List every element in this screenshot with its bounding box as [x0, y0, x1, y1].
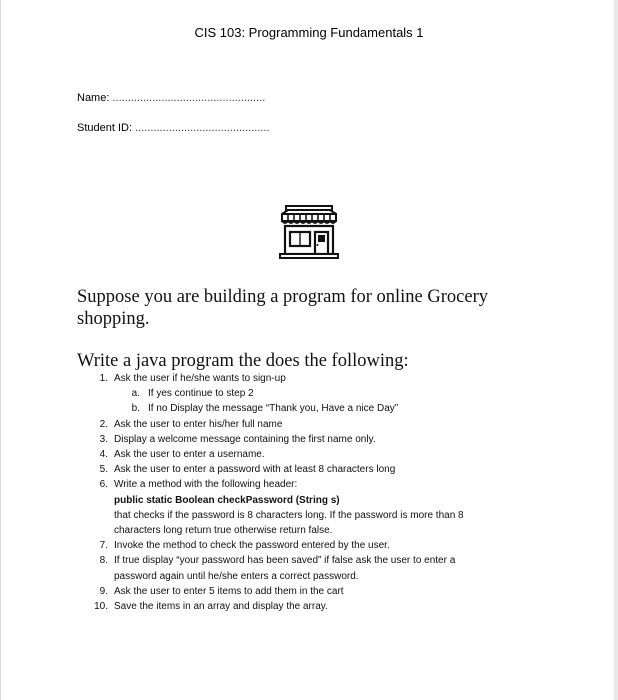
assignment-heading: Write a java program the does the following:: [77, 351, 409, 371]
list-item: 4. Ask the user to enter a username.: [99, 449, 265, 461]
name-label: Name:: [77, 92, 110, 104]
student-id-field: [77, 122, 270, 134]
task-list: [82, 371, 522, 614]
list-item: 7. Invoke the method to check the password entered by the user.: [99, 540, 390, 552]
page-edge-left: [0, 0, 1, 700]
list-item: 1. Ask the user if he/she wants to sign-up: [99, 373, 286, 384]
list-subitem: b. If no Display the message “Thank you, Have a nice Day”: [131, 403, 399, 415]
list-item: 10. Save the items in an array and display the array.: [94, 601, 328, 613]
name-blank: ..................................................: [112, 92, 266, 104]
intro-line-2: shopping.: [77, 309, 150, 329]
list-item-continuation: that checks if the password is 8 characters long. If the password is more than 8: [114, 509, 464, 521]
intro-paragraph: [77, 286, 537, 330]
store-icon: [278, 204, 340, 260]
list-item: 2. Ask the user to enter his/her full name: [99, 418, 283, 430]
list-subitem: a. If yes continue to step 2: [131, 388, 254, 400]
student-id-label: Student ID:: [77, 122, 133, 134]
name-field: [77, 92, 265, 104]
list-item: 6. Write a method with the following header:: [99, 479, 298, 491]
list-item: 5. Ask the user to enter a password with at least 8 characters long: [99, 464, 396, 476]
list-item: 9. Ask the user to enter 5 items to add them in the cart: [99, 585, 344, 597]
list-item: 3. Display a welcome message containing the first name only.: [99, 433, 376, 445]
list-item-continuation: characters long return true otherwise return false.: [114, 525, 333, 537]
intro-line-1: Suppose you are building a program for online Grocery: [77, 287, 489, 307]
document-title: CIS 103: Programming Fundamentals 1: [194, 25, 424, 40]
list-item-continuation: password again until he/she enters a correct password.: [114, 570, 359, 582]
page-edge-right: [614, 0, 618, 700]
student-id-blank: ............................................: [135, 122, 270, 134]
list-item: 8. If true display “your password has been saved” if false ask the user to enter a: [99, 555, 456, 567]
method-header: public static Boolean checkPassword (String s): [114, 494, 340, 506]
